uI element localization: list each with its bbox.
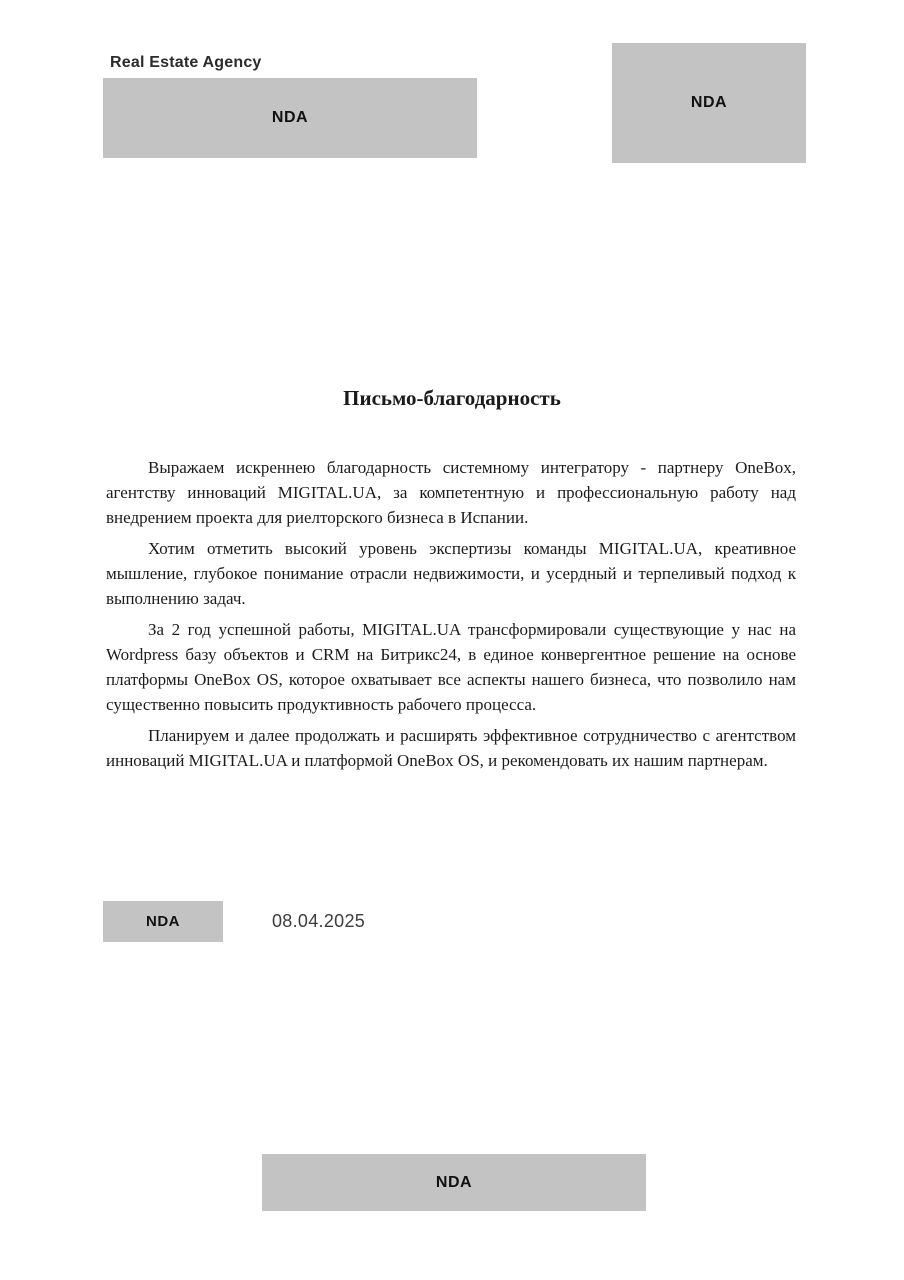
- nda-label: NDA: [435, 1173, 473, 1191]
- letter-paragraph: За 2 год успешной работы, MIGITAL.UA трансформировали существующие у нас на Wordpress базу объектов и CRM на Битрикс24, в единое конвергентное решение на основе платформы OneBox OS, которое охватывает все аспекты нашего бизнеса, что позволило нам существенно повысить продуктивность рабочего процесса.: [106, 620, 796, 714]
- letter-paragraph: Хотим отметить высокий уровень экспертизы команды MIGITAL.UA, креативное мышление, глубокое понимание отрасли недвижимости, и усердный и терпеливый подход к выполнению задач.: [106, 539, 796, 608]
- nda-redaction-box-top-left: [103, 78, 477, 158]
- nda-redaction-box-signature: [103, 901, 223, 942]
- letter-date: 08.04.2025: [272, 911, 366, 931]
- nda-label: NDA: [271, 109, 309, 126]
- nda-label: NDA: [690, 94, 728, 111]
- company-name: Real Estate Agency: [110, 54, 262, 71]
- letter-paragraph: Выражаем искреннею благодарность системному интегратору - партнеру OneBox, агентству инноваций MIGITAL.UA, за компетентную и профессиональную работу над внедрением проекта для риелторского бизнеса в Испании.: [106, 458, 796, 527]
- letter-title: Письмо-благодарность: [343, 386, 561, 410]
- letter-paragraph: Планируем и далее продолжать и расширять эффективное сотрудничество с агентством инноваций MIGITAL.UA и платформой OneBox OS, и рекомендовать их нашим партнерам.: [106, 726, 796, 770]
- letter-body: [106, 455, 796, 779]
- nda-label: NDA: [146, 913, 180, 930]
- nda-redaction-box-top-right: [612, 43, 806, 163]
- nda-redaction-box-bottom: [262, 1154, 646, 1211]
